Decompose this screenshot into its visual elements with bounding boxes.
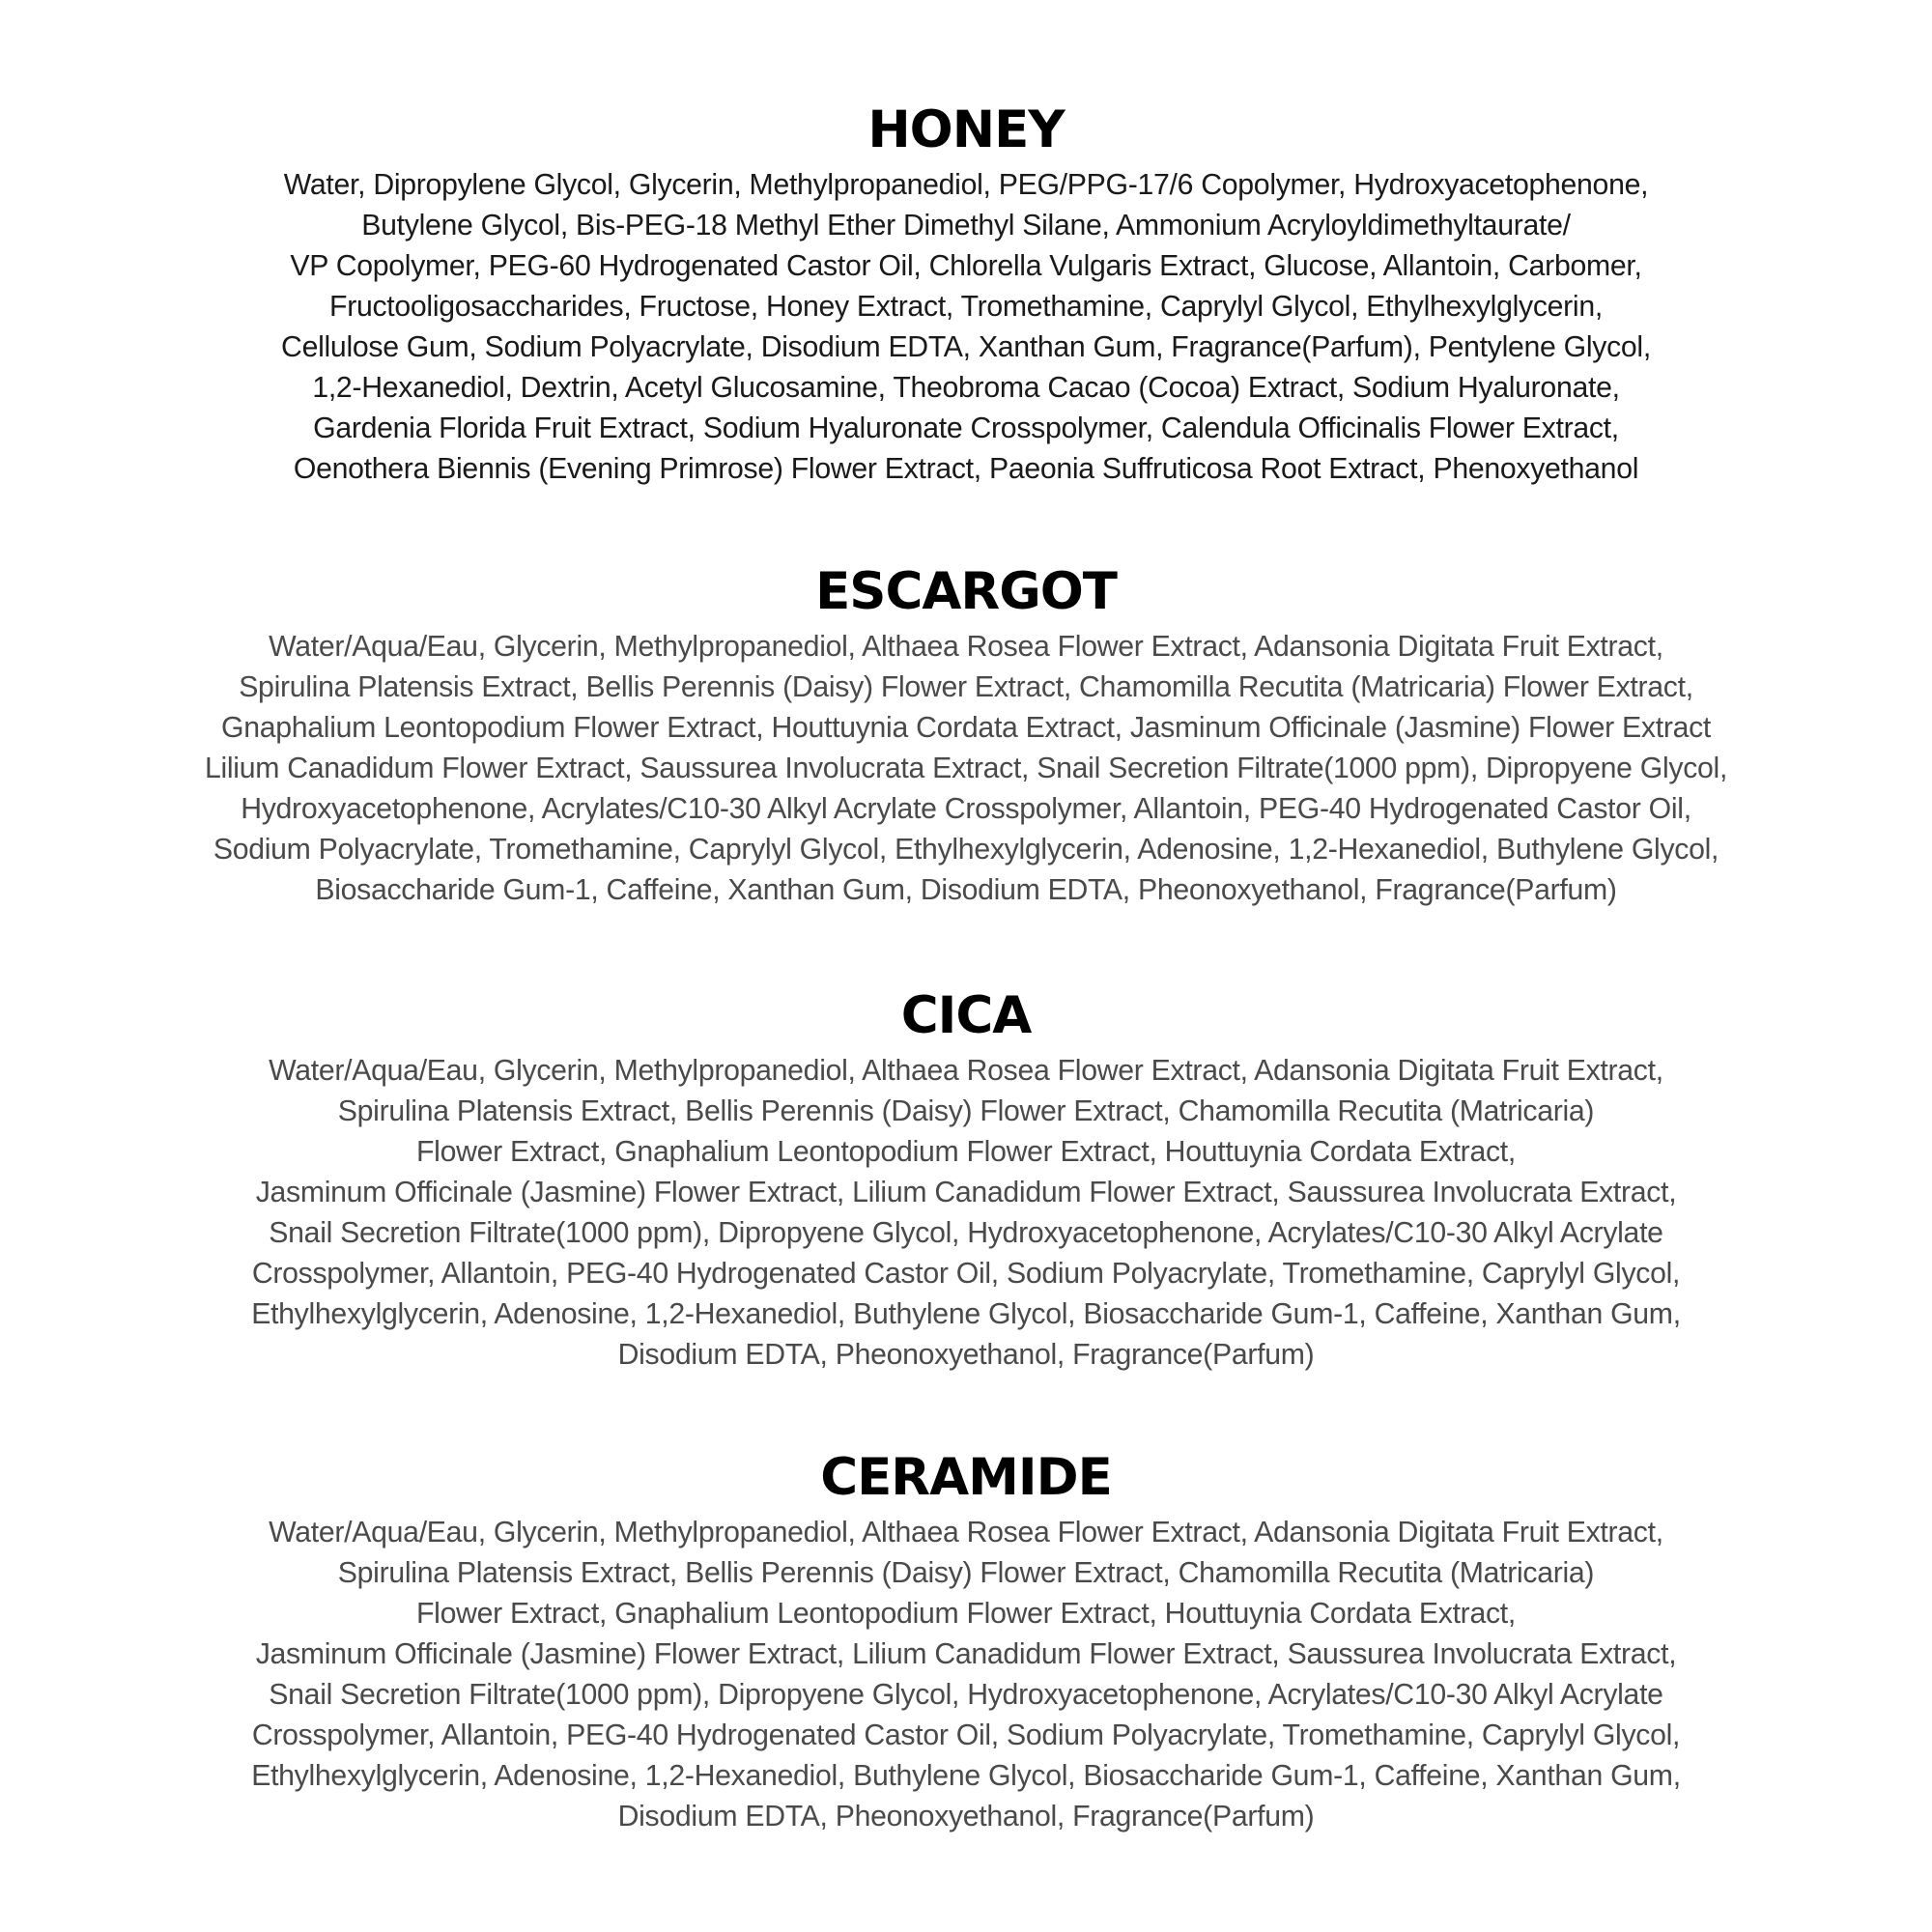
ingredient-line: VP Copolymer, PEG-60 Hydrogenated Castor Oil, Chlorella Vulgaris Extract, Glucose, Allantoin, Carbomer, xyxy=(290,250,1642,282)
ingredient-line: Jasminum Officinale (Jasmine) Flower Extract, Lilium Canadidum Flower Extract, Saussurea Involucrata Extract, xyxy=(255,1638,1677,1670)
section-honey xyxy=(0,99,1932,490)
ingredient-line: Snail Secretion Filtrate(1000 ppm), Dipropyene Glycol, Hydroxyacetophenone, Acrylates/C10-30 Alkyl Acrylate xyxy=(269,1217,1663,1249)
ingredient-line: Water, Dipropylene Glycol, Glycerin, Methylpropanediol, PEG/PPG-17/6 Copolymer, Hydroxyacetophenone, xyxy=(283,169,1649,201)
ingredient-line: Water/Aqua/Eau, Glycerin, Methylpropanediol, Althaea Rosea Flower Extract, Adansonia Digitata Fruit Extract, xyxy=(269,1055,1663,1087)
ingredient-line: Hydroxyacetophenone, Acrylates/C10-30 Alkyl Acrylate Crosspolymer, Allantoin, PEG-40 Hydrogenated Castor Oil, xyxy=(241,793,1691,825)
ingredient-line: Biosaccharide Gum-1, Caffeine, Xanthan Gum, Disodium EDTA, Pheonoxyethanol, Fragrance(Parfum) xyxy=(315,874,1617,906)
ingredient-line: Sodium Polyacrylate, Tromethamine, Caprylyl Glycol, Ethylhexylglycerin, Adenosine, 1,2-Hexanediol, Buthylene Glycol, xyxy=(213,834,1719,866)
section-title-ceramide: CERAMIDE xyxy=(820,1448,1112,1507)
section-title-cica: CICA xyxy=(900,986,1032,1045)
ingredient-line: Crosspolymer, Allantoin, PEG-40 Hydrogenated Castor Oil, Sodium Polyacrylate, Tromethamine, Caprylyl Glycol, xyxy=(251,1258,1681,1290)
ingredient-line: Cellulose Gum, Sodium Polyacrylate, Disodium EDTA, Xanthan Gum, Fragrance(Parfum), Pentylene Glycol, xyxy=(281,331,1651,363)
ingredient-line: Lilium Canadidum Flower Extract, Saussurea Involucrata Extract, Snail Secretion Filtrate(1000 ppm), Dipropyene Glycol, xyxy=(204,753,1728,784)
ingredient-line: Jasminum Officinale (Jasmine) Flower Extract, Lilium Canadidum Flower Extract, Saussurea Involucrata Extract, xyxy=(255,1177,1677,1208)
ingredient-line: Water/Aqua/Eau, Glycerin, Methylpropanediol, Althaea Rosea Flower Extract, Adansonia Digitata Fruit Extract, xyxy=(269,631,1663,663)
section-title-escargot: ESCARGOT xyxy=(815,562,1117,621)
ingredient-line: Ethylhexylglycerin, Adenosine, 1,2-Hexanediol, Buthylene Glycol, Biosaccharide Gum-1, Caffeine, Xanthan Gum, xyxy=(251,1760,1681,1792)
ingredient-line: Spirulina Platensis Extract, Bellis Perennis (Daisy) Flower Extract, Chamomilla Recutita (Matricaria) Flower Extract, xyxy=(239,671,1693,703)
ingredient-line: Gardenia Florida Fruit Extract, Sodium Hyaluronate Crosspolymer, Calendula Officinalis Flower Extract, xyxy=(313,412,1619,444)
ingredient-line: Fructooligosaccharides, Fructose, Honey Extract, Tromethamine, Caprylyl Glycol, Ethylhexylglycerin, xyxy=(329,291,1603,323)
section-title-honey: HONEY xyxy=(867,100,1065,159)
ingredient-line: Water/Aqua/Eau, Glycerin, Methylpropanediol, Althaea Rosea Flower Extract, Adansonia Digitata Fruit Extract, xyxy=(269,1517,1663,1548)
ingredient-line: Snail Secretion Filtrate(1000 ppm), Dipropyene Glycol, Hydroxyacetophenone, Acrylates/C10-30 Alkyl Acrylate xyxy=(269,1679,1663,1711)
ingredient-line: Flower Extract, Gnaphalium Leontopodium Flower Extract, Houttuynia Cordata Extract, xyxy=(416,1136,1516,1168)
ingredients-list-cica xyxy=(0,1051,1932,1376)
ingredient-line: Crosspolymer, Allantoin, PEG-40 Hydrogenated Castor Oil, Sodium Polyacrylate, Tromethamine, Caprylyl Glycol, xyxy=(251,1719,1681,1751)
ingredient-line: Ethylhexylglycerin, Adenosine, 1,2-Hexanediol, Buthylene Glycol, Biosaccharide Gum-1, Caffeine, Xanthan Gum, xyxy=(251,1298,1681,1330)
section-ceramide xyxy=(0,1447,1932,1837)
section-cica xyxy=(0,985,1932,1376)
ingredient-line: Gnaphalium Leontopodium Flower Extract, Houttuynia Cordata Extract, Jasminum Officinale (Jasmine) Flower Extract xyxy=(220,712,1712,744)
ingredient-line: Disodium EDTA, Pheonoxyethanol, Fragrance(Parfum) xyxy=(617,1801,1315,1833)
ingredient-line: Flower Extract, Gnaphalium Leontopodium Flower Extract, Houttuynia Cordata Extract, xyxy=(416,1598,1516,1630)
ingredient-line: Oenothera Biennis (Evening Primrose) Flower Extract, Paeonia Suffruticosa Root Extract, Phenoxyethanol xyxy=(293,453,1639,485)
ingredients-list-escargot xyxy=(0,627,1932,911)
ingredient-line: Butylene Glycol, Bis-PEG-18 Methyl Ether Dimethyl Silane, Ammonium Acryloyldimethyltaurate/ xyxy=(361,210,1571,242)
ingredient-line: Spirulina Platensis Extract, Bellis Perennis (Daisy) Flower Extract, Chamomilla Recutita (Matricaria) xyxy=(337,1095,1595,1127)
ingredient-line: Spirulina Platensis Extract, Bellis Perennis (Daisy) Flower Extract, Chamomilla Recutita (Matricaria) xyxy=(337,1557,1595,1589)
ingredient-line: 1,2-Hexanediol, Dextrin, Acetyl Glucosamine, Theobroma Cacao (Cocoa) Extract, Sodium Hyaluronate, xyxy=(312,372,1620,404)
section-escargot xyxy=(0,561,1932,911)
ingredient-line: Disodium EDTA, Pheonoxyethanol, Fragrance(Parfum) xyxy=(617,1339,1315,1371)
ingredients-list-honey xyxy=(0,165,1932,490)
ingredients-list-ceramide xyxy=(0,1513,1932,1837)
